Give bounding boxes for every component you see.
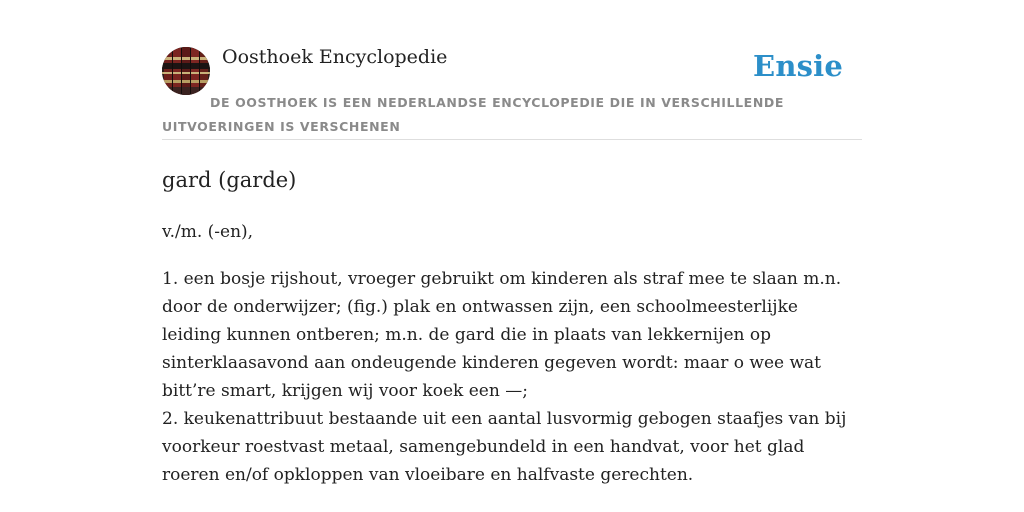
source-avatar[interactable] [162, 47, 210, 95]
source-title[interactable]: Oosthoek Encyclopedie [222, 46, 448, 68]
entry-headword: gard (garde) [162, 168, 297, 192]
entry-content [162, 160, 862, 489]
source-header [162, 44, 862, 140]
brand-logo[interactable]: Ensie [753, 49, 843, 83]
entry-definitions [162, 265, 862, 489]
entry-grammar: v./m. (-en), [162, 222, 254, 242]
source-description: DE OOSTHOEK IS EEN NEDERLANDSE ENCYCLOPEDIE DIE IN VERSCHILLENDE UITVOERINGEN IS VERSCHENEN [162, 95, 784, 134]
definition-item: 1. een bosje rijshout, vroeger gebruikt om kinderen als straf mee te slaan m.n. door de onderwijzer; (fig.) plak en ontwassen zijn, een schoolmeesterlijke leiding kunnen ontberen; m.n. de gard die in plaats van lekkernijen op sinterklaasavond aan ondeugende kinderen gegeven wordt: maar o wee wat bitt’re smart, krijgen wij voor koek een —; [162, 269, 842, 401]
encyclopedia-books-icon [162, 47, 210, 95]
definition-item: 2. keukenattribuut bestaande uit een aantal lusvormig gebogen staafjes van bij voorkeur roestvast metaal, samengebundeld in een handvat, voor het glad roeren en/of opkloppen van vloeibare en halfvaste gerechten. [162, 409, 847, 485]
